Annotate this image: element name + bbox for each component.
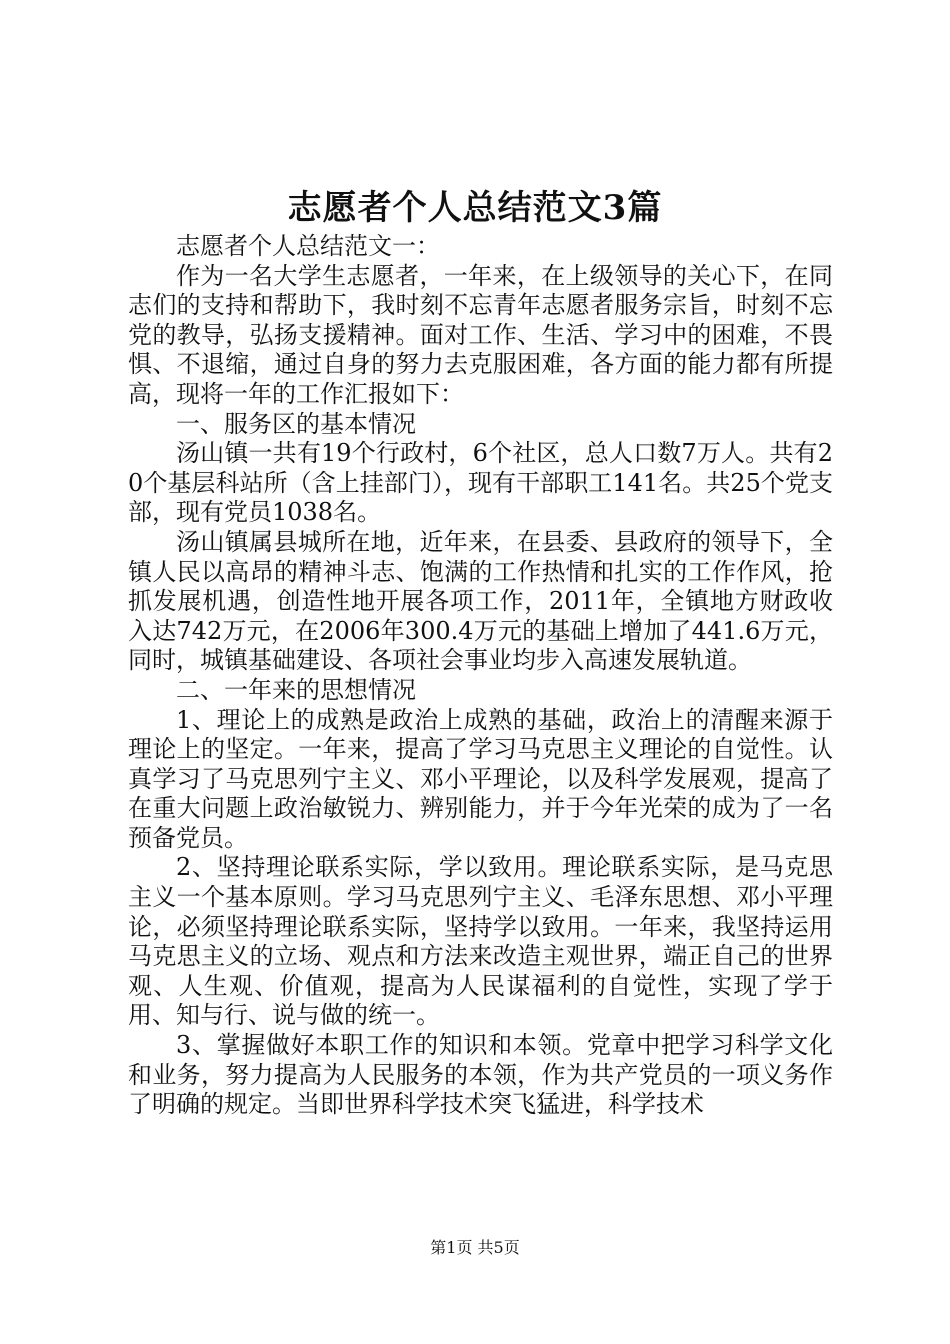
page-footer: 第1页 共5页: [430, 1238, 520, 1257]
body-paragraph: 汤山镇属县城所在地，近年来，在县委、县政府的领导下，全镇人民以高昂的精神斗志、饱满的工作热情和扎实的工作作风，抢抓发展机遇，创造性地开展各项工作，2011年，全镇地方财政收入达742万元，在2006年300.4万元的基础上增加了441.6万元，同时，城镇基础建设、各项社会事业均步入高速发展轨道。: [128, 527, 833, 675]
document-title: 志愿者个人总结范文3篇: [287, 188, 663, 228]
body-paragraph: 2、坚持理论联系实际，学以致用。理论联系实际，是马克思主义一个基本原则。学习马克思列宁主义、毛泽东思想、邓小平理论，必须坚持理论联系实际，坚持学以致用。一年来，我坚持运用马克思主义的立场、观点和方法来改造主观世界，端正自己的世界观、人生观、价值观，提高为人民谋福利的自觉性，实现了学于用、知与行、说与做的统一。: [128, 853, 833, 1030]
document-body: [128, 232, 833, 1120]
section-intro-line: 志愿者个人总结范文一：: [176, 232, 440, 260]
body-paragraph: 1、理论上的成熟是政治上成熟的基础，政治上的清醒来源于理论上的坚定。一年来，提高了学习马克思主义理论的自觉性。认真学习了马克思列宁主义、邓小平理论，以及科学发展观，提高了在重大问题上政治敏锐力、辨别能力，并于今年光荣的成为了一名预备党员。: [128, 705, 833, 852]
section-heading: 一、服务区的基本情况: [176, 409, 416, 438]
section-heading: 二、一年来的思想情况: [176, 675, 416, 704]
body-paragraph: 作为一名大学生志愿者，一年来，在上级领导的关心下，在同志们的支持和帮助下，我时刻不忘青年志愿者服务宗旨，时刻不忘党的教导，弘扬支援精神。面对工作、生活、学习中的困难，不畏惧、不退缩，通过自身的努力去克服困难，各方面的能力都有所提高，现将一年的工作汇报如下：: [128, 261, 833, 408]
body-paragraph: 3、掌握做好本职工作的知识和本领。党章中把学习科学文化和业务，努力提高为人民服务的本领，作为共产党员的一项义务作了明确的规定。当即世界科学技术突飞猛进，科学技术: [128, 1031, 833, 1119]
body-paragraph: 汤山镇一共有19个行政村，6个社区，总人口数7万人。共有20个基层科站所（含上挂部门），现有干部职工141名。共25个党支部，现有党员1038名。: [128, 439, 833, 527]
